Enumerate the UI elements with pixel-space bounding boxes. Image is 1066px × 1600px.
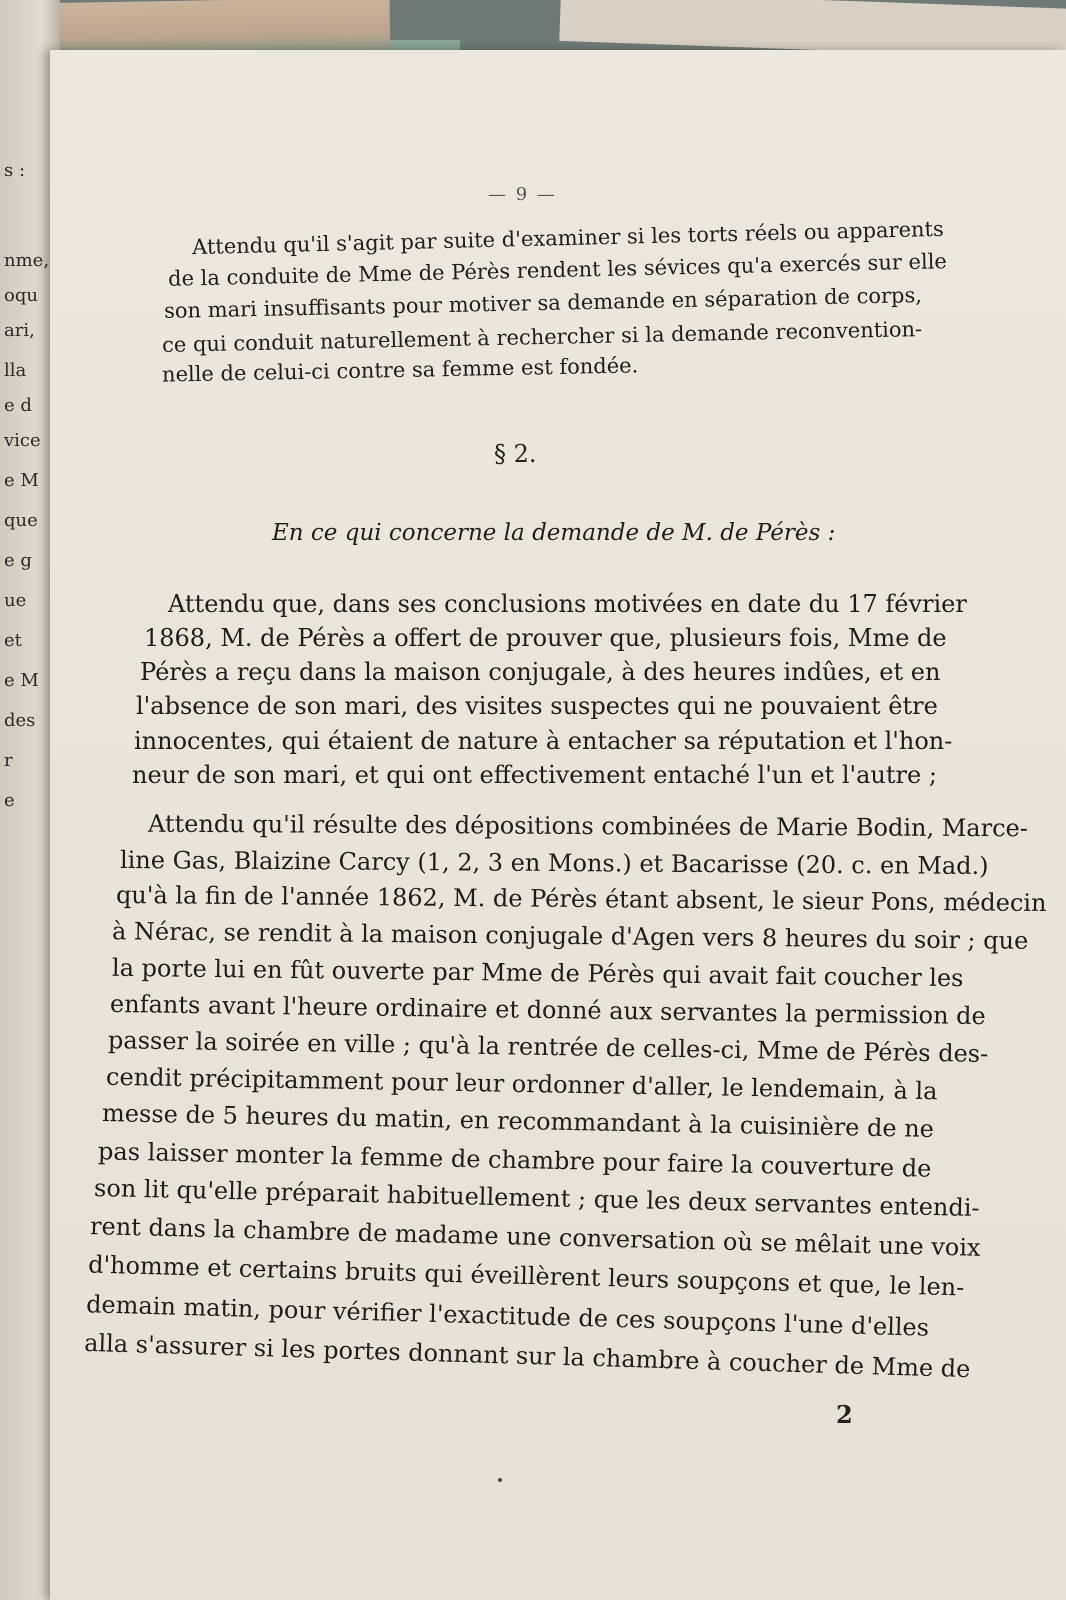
paragraph-line: à Nérac, se rendit à la maison conjugale d'Agen vers 8 heures du soir ; que bbox=[111, 917, 1029, 955]
paragraph-line: son lit qu'elle préparait habituellement ; que les deux servantes entendi- bbox=[93, 1173, 980, 1223]
paragraph-line: pas laisser monter la femme de chambre pour faire la couverture de bbox=[97, 1137, 932, 1183]
left-fragment: e d bbox=[4, 395, 32, 416]
paragraph-line: passer la soirée en ville ; qu'à la rentrée de celles-ci, Mme de Pérès des- bbox=[107, 1026, 989, 1068]
left-fragment: lla bbox=[4, 360, 27, 381]
left-fragment: s : bbox=[4, 160, 26, 181]
left-fragment: e M bbox=[4, 670, 39, 691]
paper-speck bbox=[498, 1478, 502, 1482]
paragraph-line: innocentes, qui étaient de nature à entacher sa réputation et l'hon- bbox=[134, 727, 953, 755]
paragraph-line: Pérès a reçu dans la maison conjugale, à des heures indûes, et en bbox=[140, 658, 941, 686]
paragraph-line: Attendu que, dans ses conclusions motivées en date du 17 février bbox=[168, 590, 967, 618]
paragraph-line: alla s'assurer si les portes donnant sur la chambre à coucher de Mme de bbox=[83, 1328, 971, 1384]
paragraph-line: cendit précipitamment pour leur ordonner d'aller, le lendemain, à la bbox=[105, 1062, 938, 1106]
intro-line: Attendu qu'il s'agit par suite d'examiner si les torts réels ou apparents bbox=[191, 216, 945, 260]
left-fragment: que bbox=[4, 510, 38, 531]
left-fragment: ari, bbox=[4, 320, 35, 341]
left-fragment: ue bbox=[4, 590, 27, 611]
left-fragment: des bbox=[4, 710, 36, 731]
intro-line: son mari insuffisants pour motiver sa demande en séparation de corps, bbox=[163, 283, 923, 323]
paragraph-line: neur de son mari, et qui ont effectivement entaché l'un et l'autre ; bbox=[132, 761, 937, 789]
paragraph-line: Attendu qu'il résulte des dépositions combinées de Marie Bodin, Marce- bbox=[147, 809, 1028, 843]
page-number: — 9 — bbox=[488, 184, 557, 205]
paragraph-line: rent dans la chambre de madame une conversation où se mêlait une voix bbox=[89, 1212, 981, 1262]
left-fragment: et bbox=[4, 630, 22, 651]
paragraph-line: l'absence de son mari, des visites suspectes qui ne pouvaient être bbox=[136, 692, 938, 720]
paragraph-line: d'homme et certains bruits qui éveillèrent leurs soupçons et que, le len- bbox=[87, 1250, 965, 1302]
intro-line: ce qui conduit naturellement à rechercher si la demande reconvention- bbox=[161, 317, 923, 357]
section-heading: § 2. bbox=[494, 440, 537, 468]
intro-line: nelle de celui-ci contre sa femme est fondée. bbox=[161, 353, 639, 387]
paragraph-line: line Gas, Blaizine Carcy (1, 2, 3 en Mons.) et Bacarisse (20. c. en Mad.) bbox=[119, 845, 989, 881]
left-fragment: r bbox=[4, 750, 13, 771]
signature-mark: 2 bbox=[836, 1400, 853, 1429]
left-fragment: nme, bbox=[4, 250, 50, 271]
paragraph-line: la porte lui en fût ouverte par Mme de Pérès qui avait fait coucher les bbox=[111, 953, 964, 993]
paragraph-line: 1868, M. de Pérès a offert de prouver que, plusieurs fois, Mme de bbox=[144, 624, 947, 652]
paragraph-line: messe de 5 heures du matin, en recommandant à la cuisinière de ne bbox=[101, 1099, 935, 1143]
paragraph-line: enfants avant l'heure ordinaire et donné aux servantes la permission de bbox=[109, 989, 986, 1031]
left-fragment: e bbox=[4, 790, 15, 811]
intro-line: de la conduite de Mme de Pérès rendent les sévices qu'a exercés sur elle bbox=[167, 249, 948, 291]
paragraph-line: qu'à la fin de l'année 1862, M. de Pérès étant absent, le sieur Pons, médecin bbox=[115, 880, 1047, 918]
left-fragment: e M bbox=[4, 470, 39, 491]
section-subheading: En ce qui concerne la demande de M. de Pérès : bbox=[272, 520, 836, 546]
paragraph-line: demain matin, pour vérifier l'exactitude de ces soupçons l'une d'elles bbox=[85, 1290, 930, 1342]
left-fragment: vice bbox=[4, 430, 41, 451]
left-fragment: oqu bbox=[4, 285, 38, 306]
left-fragment: e g bbox=[4, 550, 32, 571]
